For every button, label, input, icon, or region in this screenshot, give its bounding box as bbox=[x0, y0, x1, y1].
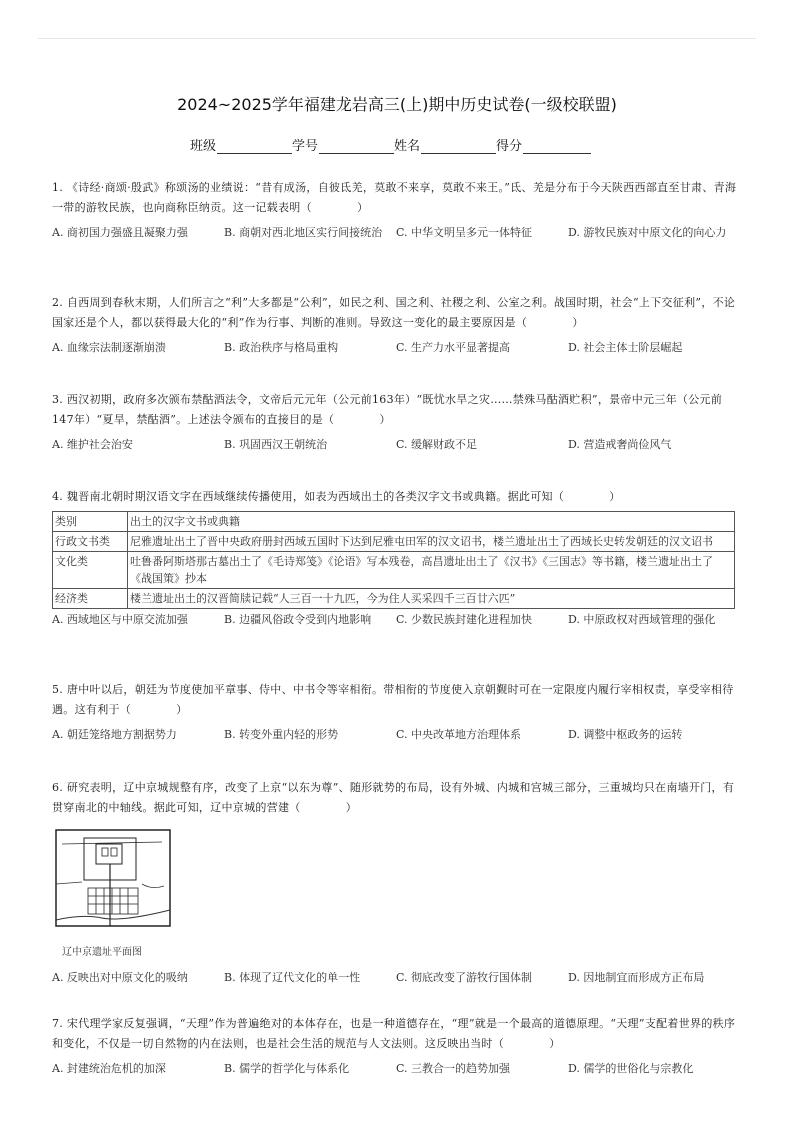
option-b[interactable]: B. 边疆风俗政令受到内地影响 bbox=[224, 613, 372, 626]
option-c[interactable]: C. 中华文明呈多元一体特征 bbox=[396, 226, 533, 239]
option-a[interactable]: A. 维护社会治安 bbox=[52, 438, 133, 451]
option-d[interactable]: D. 调整中枢政务的运转 bbox=[568, 728, 683, 741]
table-header-cell: 类别 bbox=[53, 512, 128, 532]
top-divider bbox=[38, 38, 756, 39]
question-7 bbox=[52, 1014, 742, 1078]
question-stem: 5. 唐中叶以后，朝廷为节度使加平章事、侍中、中书令等宰相衔。带相衔的节度使入京朝觐时可在一定限度内履行宰相权责，享受宰相待遇。这有利于（ ） bbox=[52, 683, 734, 716]
city-plan-figure bbox=[52, 824, 176, 934]
option-c[interactable]: C. 彻底改变了游牧行国体制 bbox=[396, 971, 533, 984]
figure-caption: 辽中京遗址平面图 bbox=[62, 947, 142, 958]
option-a[interactable]: A. 血缘宗法制逐渐崩溃 bbox=[52, 341, 166, 354]
question-2 bbox=[52, 293, 742, 357]
table-cell: 尼雅遗址出土了晋中央政府册封西域五国时下达到尼雅屯田军的汉文诏书，楼兰遗址出土了西域长史转发朝廷的汉文诏书 bbox=[128, 532, 735, 552]
question-6 bbox=[52, 778, 742, 987]
liao-zhongjing-map bbox=[52, 824, 180, 963]
table-row bbox=[53, 589, 735, 609]
question-stem: 2. 自西周到春秋末期，人们所言之“利”大多都是“公利”，如民之利、国之利、社稷之利、公室之利。战国时期，社会“上下交征利”，不论国家还是个人，都以获得最大化的“利”作为行事、判断的准则。导致这一变化的最主要原因是（ ） bbox=[52, 296, 736, 329]
option-b[interactable]: B. 转变外重内轻的形势 bbox=[224, 728, 339, 741]
option-d[interactable]: D. 中原政权对西域管理的强化 bbox=[568, 613, 716, 626]
table-header-row bbox=[53, 512, 735, 532]
option-b[interactable]: B. 商朝对西北地区实行间接统治 bbox=[224, 226, 383, 239]
options bbox=[52, 224, 742, 242]
option-b[interactable]: B. 体现了辽代文化的单一性 bbox=[224, 971, 361, 984]
options bbox=[52, 436, 742, 454]
option-d[interactable]: D. 因地制宜而形成方正布局 bbox=[568, 971, 705, 984]
table-row bbox=[53, 532, 735, 552]
table-cell: 行政文书类 bbox=[53, 532, 128, 552]
options bbox=[52, 611, 742, 629]
page-title: 2024~2025学年福建龙岩高三(上)期中历史试卷(一级校联盟) bbox=[177, 95, 617, 114]
option-a[interactable]: A. 商初国力强盛且凝聚力强 bbox=[52, 226, 188, 239]
options bbox=[52, 726, 742, 744]
options bbox=[52, 339, 742, 357]
option-d[interactable]: D. 社会主体士阶层崛起 bbox=[568, 341, 683, 354]
question-stem: 3. 西汉初期，政府多次颁布禁酤酒法令，文帝后元元年（公元前163年）“既忧水旱之灾……禁殊马酤酒贮积”，景帝中元三年（公元前147年）“夏旱，禁酤酒”。上述法令颁布的直接目的是（ ） bbox=[52, 393, 723, 426]
option-d[interactable]: D. 儒学的世俗化与宗教化 bbox=[568, 1062, 694, 1075]
student-info-fields bbox=[190, 135, 620, 154]
table-cell: 文化类 bbox=[53, 552, 128, 589]
table-cell: 楼兰遗址出土的汉晋简牍记载“人三百一十九匹，今为住人买采四千三百廿六匹” bbox=[128, 589, 735, 609]
option-c[interactable]: C. 中央改革地方治理体系 bbox=[396, 728, 522, 741]
option-a[interactable]: A. 封建统治危机的加深 bbox=[52, 1062, 166, 1075]
question-stem: 4. 魏晋南北朝时期汉语文字在西域继续传播使用，如表为西域出土的各类汉字文书或典籍。据此可知（ ） bbox=[52, 490, 621, 503]
options bbox=[52, 969, 742, 987]
question-stem: 7. 宋代理学家反复强调，“天理”作为普遍绝对的本体存在，也是一种道德存在，“理”就是一个最高的道德原理。“天理”支配着世界的秩序和变化，不仅是一切自然物的内在法则，也是社会生活的规范与人文法则。这反映出当时（ ） bbox=[52, 1017, 736, 1050]
question-4 bbox=[52, 487, 742, 629]
question-3 bbox=[52, 390, 742, 454]
option-d[interactable]: D. 游牧民族对中原文化的向心力 bbox=[568, 226, 727, 239]
option-b[interactable]: B. 儒学的哲学化与体系化 bbox=[224, 1062, 350, 1075]
class-field[interactable]: 班级 bbox=[190, 135, 292, 154]
question-stem: 6. 研究表明，辽中京城规整有序，改变了上京“以东为尊”、随形就势的布局，设有外城、内城和宫城三部分，三重城均只在南墙开门，有贯穿南北的中轴线。据此可知，辽中京城的营建（ ） bbox=[52, 781, 735, 814]
option-c[interactable]: C. 三教合一的趋势加强 bbox=[396, 1062, 511, 1075]
option-c[interactable]: C. 缓解财政不足 bbox=[396, 438, 478, 451]
options bbox=[52, 1060, 742, 1078]
source-table bbox=[52, 511, 735, 609]
question-1 bbox=[52, 178, 742, 242]
table-cell: 吐鲁番阿斯塔那古墓出土了《毛诗郑笺》《论语》写本残卷，高昌遗址出土了《汉书》《三国志》等书籍，楼兰遗址出土了《战国策》抄本 bbox=[128, 552, 735, 589]
name-field[interactable]: 姓名 bbox=[394, 135, 496, 154]
option-b[interactable]: B. 政治秩序与格局重构 bbox=[224, 341, 339, 354]
option-b[interactable]: B. 巩固西汉王朝统治 bbox=[224, 438, 328, 451]
student-number-field[interactable]: 学号 bbox=[292, 135, 394, 154]
option-c[interactable]: C. 生产力水平显著提高 bbox=[396, 341, 511, 354]
option-d[interactable]: D. 营造戒奢尚俭风气 bbox=[568, 438, 672, 451]
option-a[interactable]: A. 朝廷笼络地方割据势力 bbox=[52, 728, 177, 741]
score-field[interactable]: 得分 bbox=[496, 135, 591, 154]
table-header-cell: 出土的汉字文书或典籍 bbox=[128, 512, 735, 532]
option-a[interactable]: A. 反映出对中原文化的吸纳 bbox=[52, 971, 188, 984]
table-cell: 经济类 bbox=[53, 589, 128, 609]
question-stem: 1. 《诗经·商颂·殷武》称颂汤的业绩说：“昔有成汤，自彼氐羌，莫敢不来享，莫敢不来王。”氐、羌是分布于今天陕西西部直至甘肃、青海一带的游牧民族，也向商称臣纳贡。这一记载表明（ ） bbox=[52, 181, 737, 214]
question-5 bbox=[52, 680, 742, 744]
table-row bbox=[53, 552, 735, 589]
option-a[interactable]: A. 西域地区与中原交流加强 bbox=[52, 613, 188, 626]
option-c[interactable]: C. 少数民族封建化进程加快 bbox=[396, 613, 533, 626]
